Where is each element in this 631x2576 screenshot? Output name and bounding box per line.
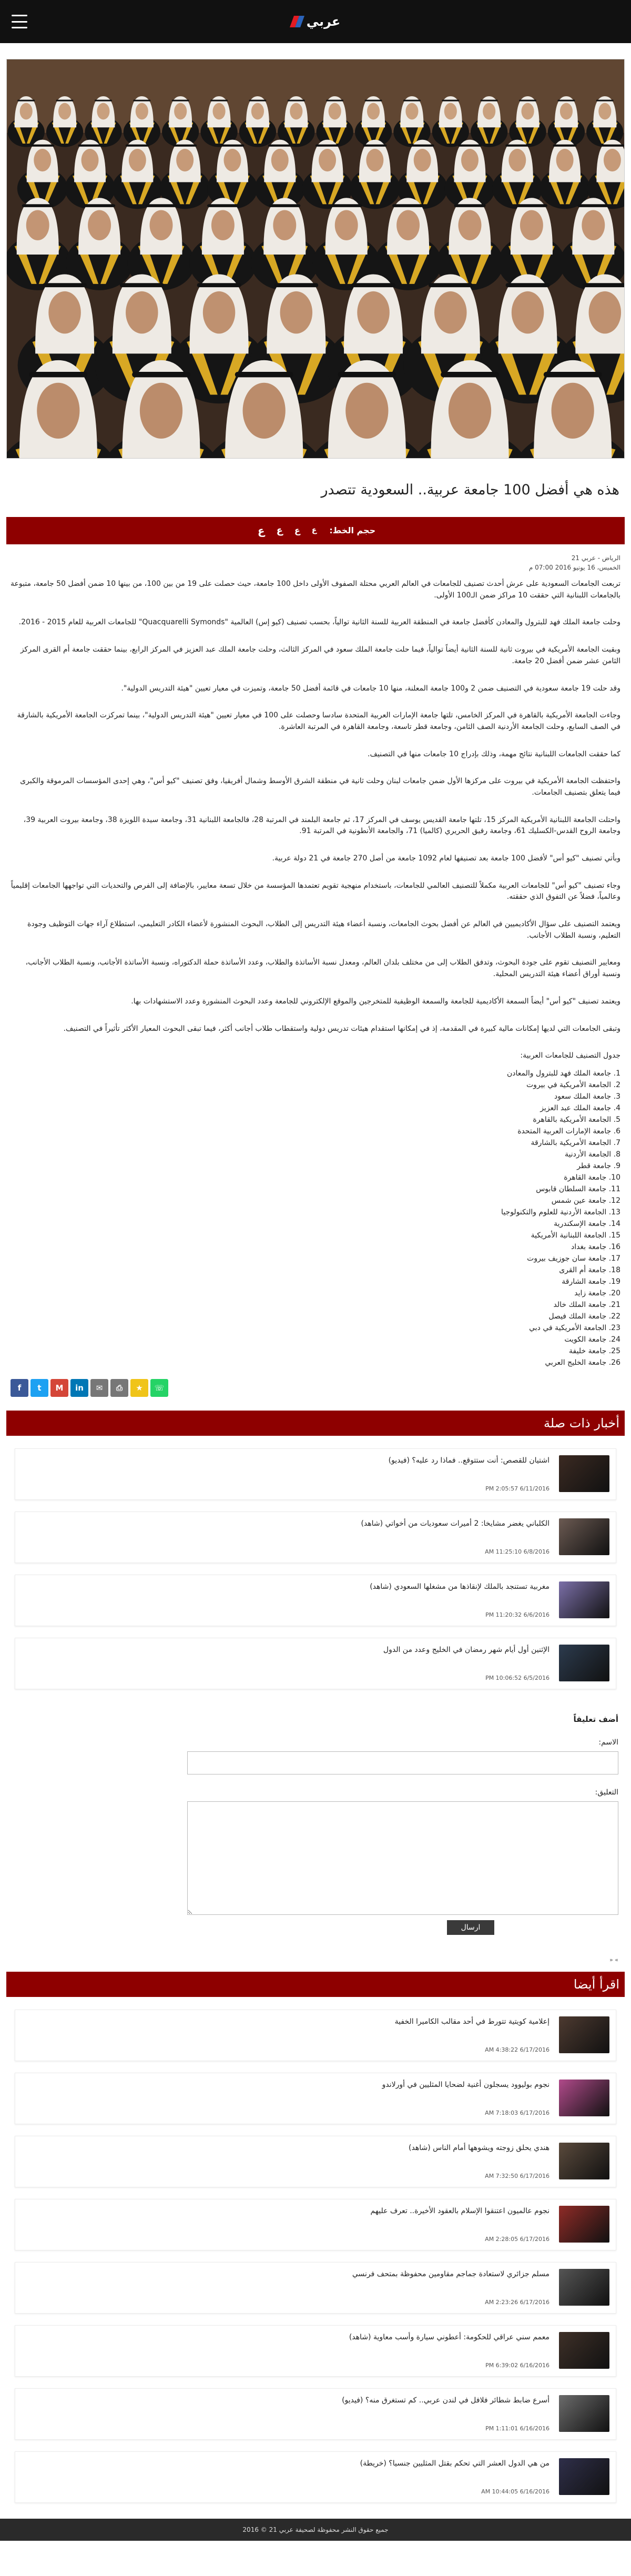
related-news-info xyxy=(22,1581,549,1619)
read-also-title[interactable]: أسرع ضابط شطائر فلافل في لندن عربي.. كم تستغرق منه؟ (فيديو) xyxy=(342,2396,549,2405)
logo-mark-icon xyxy=(291,16,302,27)
ranking-item: 12. جامعة عين شمس xyxy=(551,1196,620,1205)
read-also-card[interactable] xyxy=(15,2010,616,2061)
read-also-date: AM 7:18:03 6/17/2016 xyxy=(485,2109,549,2116)
font-size-option[interactable]: ع xyxy=(276,525,283,536)
related-news-title[interactable]: اشتيان للقصص: أنت ستتوقع.. فماذا رد عليه؟ (فيديو) xyxy=(388,1456,549,1465)
ranking-item: 26. جامعة الخليج العربي xyxy=(545,1358,620,1367)
ranking-item: 14. جامعة الإسكندرية xyxy=(554,1220,620,1229)
article-body xyxy=(6,575,625,1035)
related-news-date: PM 2:05:57 6/11/2016 xyxy=(485,1485,549,1492)
article-paragraph: وجاء تصنيف "كيو أس" للجامعات العربية مكملاً للتصنيف العالمي للجامعات، باستخدام منهجية تقويم تعتمدها المؤسسة من خلال تسعة معايير، بالإضافة إلى الفرص والتحديات التي تواجهها الجامعات إقليمياً وعالمياً، فضلاً عن التفوق الذي حققته. xyxy=(11,881,620,901)
linkedin-share-icon[interactable]: in xyxy=(70,1379,88,1397)
ranking-item: 25. جامعة خليفة xyxy=(569,1347,620,1356)
read-also-date: AM 10:44:05 6/16/2016 xyxy=(481,2488,549,2495)
twitter-share-icon[interactable]: t xyxy=(30,1379,48,1397)
article-paragraph: وبأتي تصنيف "كيو أس" لأفضل 100 جامعة بعد تصنيفها لعام 1092 جامعة من أصل 270 جامعة في 21 دولة عربية. xyxy=(272,854,620,863)
related-news-date: AM 11:25:10 6/8/2016 xyxy=(485,1548,549,1555)
ranking-item: 6. جامعة الإمارات العربية المتحدة xyxy=(517,1127,620,1136)
related-news-title[interactable]: الكلباني يغضر مشايخا: 2 أميرات سعوديات من أخواتي (شاهد) xyxy=(361,1519,549,1528)
ranking-item: 15. الجامعة اللبنانية الأمريكية xyxy=(531,1231,620,1240)
ranking-item: 16. جامعة بغداد xyxy=(571,1243,620,1252)
related-news-title[interactable]: مغربية تستنجد بالملك لإنقاذها من مشغلها السعودي (شاهد) xyxy=(370,1583,549,1591)
ranking-item: 5. الجامعة الأمريكية بالقاهرة xyxy=(533,1115,620,1124)
article-paragraph: ويعتمد تصنيف "كيو أس" أيضاً السمعة الأكاديمية للجامعة والسمعة الوظيفية للمتخرجين والموقع الإلكتروني للجامعة وعدد البحوث المنشورة وعدد الاستشهادات بها. xyxy=(131,997,620,1006)
copyright-text: جميع حقوق النشر محفوظة لصحيفة عربي 21 © 2016 xyxy=(242,2526,389,2534)
article-paragraph: واحتفظت الجامعة الأمريكية في بيروت على مركزها الأول ضمن جامعات لبنان وحلت ثانية في منطقة الشرق الأوسط وشمال أفريقيا، وفق تصنيف "كيو أس"، وهي إحدى المؤسسات المرموقة والكبرى فيما يتعلق بتصنيف الجامعات. xyxy=(20,777,620,797)
read-also-info xyxy=(22,2395,549,2433)
read-also-card[interactable] xyxy=(15,2388,616,2440)
read-also-thumbnail[interactable] xyxy=(559,2332,609,2369)
related-news-heading xyxy=(6,1411,625,1436)
related-news-thumbnail[interactable] xyxy=(559,1581,609,1618)
read-also-title[interactable]: إعلامية كويتية تتورط في أحد مقالب الكاميرا الخفية xyxy=(394,2017,549,2026)
comment-textarea[interactable] xyxy=(187,1801,618,1915)
ranking-item: 3. جامعة الملك سعود xyxy=(554,1092,620,1101)
read-also-date: AM 4:38:22 6/17/2016 xyxy=(485,2046,549,2053)
comment-form xyxy=(6,1701,625,1935)
ranking-item: 2. الجامعة الأمريكية في بيروت xyxy=(526,1081,620,1090)
comment-label: التعليق: xyxy=(595,1788,618,1797)
article-paragraph: وجاءت الجامعة الأمريكية بالقاهرة في المركز الخامس، تلتها جامعة الإمارات العربية المتحدة سادسا وحصلت على 100 في معيار تعيين "هيئة التدريس الدولية"، بينما تمركزت الجامعة الأمريكية بالشارقة في الصف السابع، وحلت الجامعة الأردنية الصف الثامن، وجامعة قطر تاسعة، وجامعة القاهرة في المرتبة العاشرة. xyxy=(17,711,620,731)
read-also-card[interactable] xyxy=(15,2136,616,2187)
article-paragraph: واحتلت الجامعة اللبنانية الأمريكية المركز 15، تلتها جامعة القديس يوسف في المركز 17، ثم جامعة البلمند في المرتبة 28، فالجامعة اللبنانية 31، وجامعة سيدة اللويزة 38، وجامعة بيروت العربية 39، وجامعة الروح القدس-الكسليك 61، وجامعة رفيق الحريري (كالميا) 71، والجامعة الأنطونية في المرتبة 91. xyxy=(23,815,620,836)
send-button[interactable]: ارسال xyxy=(447,1920,494,1935)
print-share-icon[interactable]: ⎙ xyxy=(110,1379,128,1397)
read-also-card[interactable] xyxy=(15,2073,616,2124)
related-news-title: أخبار ذات صلة xyxy=(543,1416,619,1431)
email-share-icon[interactable]: ✉ xyxy=(90,1379,108,1397)
related-news-date: PM 11:20:32 6/6/2016 xyxy=(485,1611,549,1618)
ranking-item: 8. الجامعة الأردنية xyxy=(565,1150,620,1159)
article-paragraph: وحلت جامعة الملك فهد للبترول والمعادن كأفضل جامعة في المنطقة العربية للسنة الثانية توالياً، بحسب تصنيف (كيو إس) العالمية "Quacquarelli Symonds" للجامعات العربية للعام 2015 - 2016. xyxy=(18,618,620,627)
ranking-item: 11. جامعة السلطان قابوس xyxy=(536,1185,620,1194)
site-footer xyxy=(0,2519,631,2541)
read-also-title: اقرأ أيضا xyxy=(573,1977,619,1992)
read-also-thumbnail[interactable] xyxy=(559,2016,609,2053)
font-size-option[interactable]: ع xyxy=(257,524,265,537)
facebook-share-icon[interactable]: f xyxy=(11,1379,28,1397)
font-size-bar xyxy=(6,517,625,544)
article-hero-image xyxy=(6,59,625,459)
article-place: الرياض - عربي 21 xyxy=(571,554,620,562)
main-content xyxy=(6,43,625,2503)
read-also-thumbnail[interactable] xyxy=(559,2269,609,2306)
read-also-date: AM 2:23:26 6/17/2016 xyxy=(485,2298,549,2306)
related-news-title[interactable]: الإثنين أول أيام شهر رمضان في الخليج وعدد من الدول xyxy=(383,1646,549,1655)
article-paragraph: ومعايير التصنيف تقوم على جودة البحوث، وتدفق الطلاب إلى من مختلف بلدان العالم، ومعدل نسبة الأساتذة والطلاب، وعدد الأساتذة حملة الدكتوراه، ونسبة الأساتذة الأجانب، ونسبة الطلاب الأجانب، ونسبة أوراق أعضاء هيئة التدريس المحلية. xyxy=(25,958,620,979)
rankings-title: جدول التصنيف للجامعات العربية: xyxy=(520,1051,620,1060)
comment-form-title: أضف تعليقاً xyxy=(573,1715,618,1725)
related-news-card[interactable] xyxy=(15,1448,616,1500)
related-news-card[interactable] xyxy=(15,1575,616,1626)
whatsapp-share-icon[interactable]: ☏ xyxy=(150,1379,168,1397)
read-also-info xyxy=(22,2080,549,2117)
read-also-date: PM 6:39:02 6/16/2016 xyxy=(485,2361,549,2369)
read-also-info xyxy=(22,2016,549,2054)
related-news-card[interactable] xyxy=(15,1512,616,1563)
graduates-crowd-photo xyxy=(7,59,624,458)
related-news-info xyxy=(22,1645,549,1682)
article-title: هذه هي أفضل 100 جامعة عربية.. السعودية تتصدر xyxy=(321,482,619,498)
article-paragraph: وبقيت الجامعة الأمريكية في بيروت ثانية للسنة الثانية أيضاً توالياً، فيما حلت جامعة الملك سعود في المركز الثالث، وحلت جامعة الملك عبد العزيز في المركز الرابع، بينما حققت جامعة أم القرى المركز الثامن عشر ضمن أفضل 20 جامعة. xyxy=(20,645,620,665)
share-bar xyxy=(6,1368,625,1411)
ranking-item: 24. جامعة الكويت xyxy=(564,1335,620,1344)
article-paragraph: كما حققت الجامعات اللبنانية نتائج مهمة، وذلك بإدراج 10 جامعات منها في التصنيف. xyxy=(368,749,620,758)
related-news-list xyxy=(6,1448,625,1689)
read-also-info xyxy=(22,2332,549,2370)
related-news-thumbnail[interactable] xyxy=(559,1518,609,1555)
read-also-title[interactable]: مسلم جزائري لاستعادة جماجم مقاومين محفوظة بمتحف فرنسي xyxy=(352,2270,549,2279)
read-also-title[interactable]: هندي يحلق زوجته ويشوهها أمام الناس (شاهد) xyxy=(409,2144,549,2153)
related-news-thumbnail[interactable] xyxy=(559,1455,609,1492)
read-also-list xyxy=(6,2010,625,2503)
ranking-item: 13. الجامعة الأردنية للعلوم والتكنولوجيا xyxy=(501,1208,620,1217)
read-also-date: PM 1:11:01 6/16/2016 xyxy=(485,2425,549,2432)
read-also-thumbnail[interactable] xyxy=(559,2143,609,2179)
gmail-share-icon[interactable]: M xyxy=(50,1379,68,1397)
read-also-title[interactable]: نجوم بوليوود يسجلون أغنية لضحايا المثليين في أورلاندو xyxy=(382,2081,549,2090)
ranking-item: 21. جامعة الملك خالد xyxy=(553,1301,620,1310)
ranking-item: 4. جامعة الملك عبد العزيز xyxy=(540,1104,620,1113)
read-also-card[interactable] xyxy=(15,2325,616,2377)
read-also-thumbnail[interactable] xyxy=(559,2080,609,2116)
read-also-info xyxy=(22,2206,549,2244)
read-also-info xyxy=(22,2458,549,2496)
rankings-list xyxy=(6,1068,625,1368)
ranking-item: 7. الجامعة الأمريكية بالشارقة xyxy=(531,1139,620,1148)
menu-icon[interactable] xyxy=(12,15,27,28)
read-also-title[interactable]: معمم سني عراقي للحكومة: أعطوني سيارة وأسب معاوية (شاهد) xyxy=(349,2333,549,2342)
ranking-item: 18. جامعة أم القرى xyxy=(559,1266,620,1275)
read-also-card[interactable] xyxy=(15,2262,616,2314)
read-also-title[interactable]: من هي الدول العشر التي تحكم بقتل المثليين جنسيا؟ (خريطة) xyxy=(360,2459,549,2468)
article-meta xyxy=(6,544,625,576)
ranking-item: 17. جامعة سان جوزيف بيروت xyxy=(527,1254,620,1263)
ranking-item: 23. الجامعة الأمريكية في دبي xyxy=(529,1324,620,1333)
font-size-option[interactable]: ع xyxy=(294,525,300,535)
read-also-date: AM 2:28:05 6/17/2016 xyxy=(485,2235,549,2243)
read-also-heading xyxy=(6,1972,625,1997)
top-bar xyxy=(0,0,631,43)
pagination[interactable]: » « xyxy=(609,1956,618,1963)
related-news-info xyxy=(22,1455,549,1493)
name-input[interactable] xyxy=(187,1751,618,1774)
font-size-option[interactable]: ع xyxy=(311,526,317,534)
read-also-info xyxy=(22,2143,549,2181)
ranking-item: 20. جامعة زايد xyxy=(574,1289,620,1298)
read-also-title[interactable]: نجوم عالميون اعتنقوا الإسلام بالعقود الأخيرة.. تعرف عليهم xyxy=(370,2207,549,2216)
article-paragraph: تربعت الجامعات السعودية على عرش أحدث تصنيف للجامعات في العالم العربي محتلة الصفوف الأولى داخل 100 جامعة، حيث حصلت على 19 من بين 100، من بينها 10 ضمن أفضل 50 جامعة، متبوعة بالجامعات اللبنانية التي حققت 10 مراكز ضمن الـ100 الأولى. xyxy=(11,580,620,600)
article-paragraph: وتبقى الجامعات التي لديها إمكانات مالية كبيرة في المقدمة، إذ في إمكانها استقدام هيئات تدريس دولية واستقطاب طلاب أجانب أكثر، فيما تبقى البحوث المعيار الأكثر تأثيراً في التصنيف. xyxy=(63,1024,620,1033)
read-also-info xyxy=(22,2269,549,2307)
read-also-card[interactable] xyxy=(15,2451,616,2503)
read-also-thumbnail[interactable] xyxy=(559,2395,609,2432)
read-also-card[interactable] xyxy=(15,2199,616,2250)
ranking-item: 9. جامعة قطر xyxy=(577,1162,620,1171)
related-news-thumbnail[interactable] xyxy=(559,1645,609,1681)
favorite-share-icon[interactable]: ★ xyxy=(130,1379,148,1397)
ranking-item: 22. جامعة الملك فيصل xyxy=(548,1312,620,1321)
related-news-info xyxy=(22,1518,549,1556)
related-news-date: PM 10:06:52 6/5/2016 xyxy=(485,1674,549,1681)
logo-text: عربي xyxy=(306,14,341,29)
related-news-card[interactable] xyxy=(15,1638,616,1689)
article-paragraph: ويعتمد التصنيف على سؤال الأكاديميين في العالم عن أفضل بحوث الجامعات، ونسبة أعضاء هيئة التدريس إلى الطلاب، البحوث المنشورة لأعضاء الكادر التعليمي، استطلاع آراء جهات التوظيف وجودة التعليم، ونسبة الطلاب الأجانب. xyxy=(27,920,620,940)
font-size-label: حجم الخط: xyxy=(329,525,376,535)
read-also-thumbnail[interactable] xyxy=(559,2458,609,2495)
read-also-thumbnail[interactable] xyxy=(559,2206,609,2243)
article-date: الخميس، 16 يونيو 2016 07:00 م xyxy=(528,564,620,572)
ranking-item: 10. جامعة القاهرة xyxy=(564,1173,620,1182)
ranking-item: 19. جامعة الشارقة xyxy=(562,1277,620,1286)
article-paragraph: وقد حلت 19 جامعة سعودية في التصنيف ضمن 2 و100 جامعة المعلنة، منها 10 جامعات في قائمة أفضل 50 جامعة، وتميزت في معيار تعيين "هيئة التدريس الدولية". xyxy=(121,684,620,693)
ranking-item: 1. جامعة الملك فهد للبترول والمعادن xyxy=(506,1069,620,1078)
read-also-date: AM 7:32:50 6/17/2016 xyxy=(485,2172,549,2179)
name-label: الاسم: xyxy=(598,1738,618,1747)
site-logo[interactable] xyxy=(291,12,341,31)
